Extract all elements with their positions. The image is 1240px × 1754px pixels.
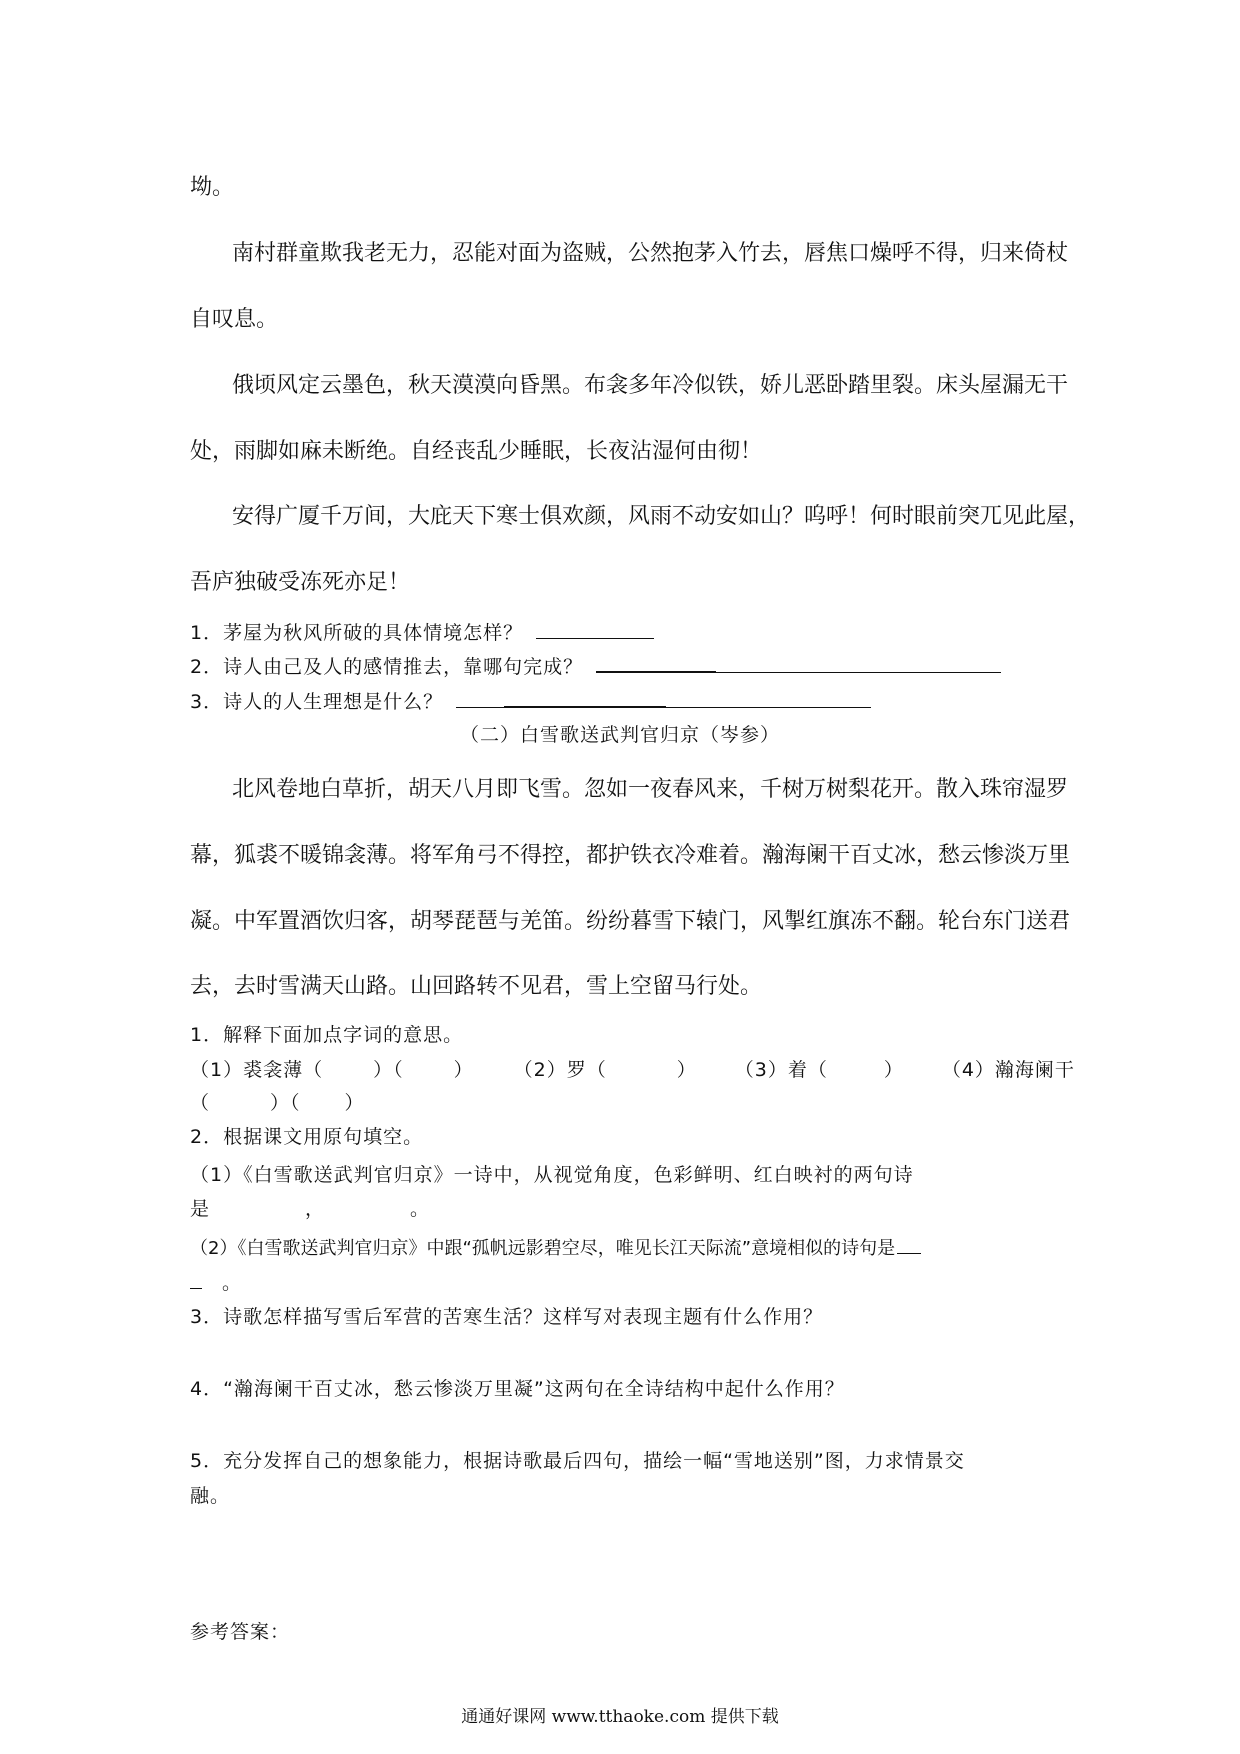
question1-2 bbox=[190, 652, 1001, 679]
question2-2-2 bbox=[190, 1234, 921, 1260]
answer-blank[interactable] bbox=[456, 706, 504, 708]
answer-blank[interactable] bbox=[716, 671, 1001, 673]
footer: 通通好课网 www.tthaoke.com 提供下载 bbox=[461, 1707, 779, 1727]
q2-2b-text: 。 bbox=[222, 1272, 243, 1294]
poem1-line-4: 俄顷风定云墨色，秋天漠漠向昏黑。布衾多年冷似铁，娇儿恶卧踏里裂。床头屋漏无干 bbox=[232, 373, 1069, 398]
poem1-line-1: 坳。 bbox=[190, 175, 235, 200]
question2-1-items bbox=[190, 1055, 1075, 1082]
question1-3-text: 3．诗人的人生理想是什么？ bbox=[190, 691, 444, 713]
item-4-open: （ bbox=[190, 1092, 211, 1114]
question2-5: 5．充分发挥自己的想象能力，根据诗歌最后四句，描绘一幅“雪地送别”图，力求情景交 bbox=[190, 1450, 965, 1472]
item-1-sep: ）（ bbox=[373, 1059, 404, 1081]
poem1-line-5: 处，雨脚如麻未断绝。自经丧乱少睡眠，长夜沾湿何由彻！ bbox=[190, 439, 763, 464]
item-1-label: （1）裘衾薄（ bbox=[190, 1059, 324, 1081]
poem2-line-3: 凝。中军置酒饮归客，胡琴琵琶与羌笛。纷纷暮雪下辕门，风掣红旗冻不翻。轮台东门送君 bbox=[190, 909, 1071, 934]
poem1-line-3: 自叹息。 bbox=[190, 307, 279, 332]
answer-blank[interactable] bbox=[897, 1252, 921, 1254]
answer-blank[interactable] bbox=[644, 705, 666, 708]
poem2-line-1: 北风卷地白草折，胡天八月即飞雪。忽如一夜春风来，千树万树梨花开。散入珠帘湿罗 bbox=[232, 777, 1069, 802]
question2-2: 2．根据课文用原句填空。 bbox=[190, 1126, 424, 1148]
question2-1: 1．解释下面加点字词的意思。 bbox=[190, 1024, 464, 1046]
section2-title: （二）白雪歌送武判官归京（岑参） bbox=[459, 724, 780, 746]
question2-5b: 融。 bbox=[190, 1485, 231, 1507]
question1-1-text: 1．茅屋为秋风所破的具体情境怎样？ bbox=[190, 622, 524, 644]
question1-3 bbox=[190, 687, 871, 714]
item-2-end: ） bbox=[676, 1059, 697, 1081]
item-4-label: （4）瀚海阑干 bbox=[941, 1059, 1075, 1081]
poem1-line-6: 安得广厦千万间，大庇天下寒士俱欢颜，风雨不动安如山？呜呼！何时眼前突兀见此屋， bbox=[232, 504, 1091, 529]
answers-label: 参考答案： bbox=[190, 1621, 291, 1643]
poem1-line-2: 南村群童欺我老无力，忍能对面为盗贼，公然抱茅入竹去，唇焦口燥呼不得，归来倚杖 bbox=[232, 241, 1069, 266]
item-2-label: （2）罗（ bbox=[513, 1059, 607, 1081]
question1-1 bbox=[190, 618, 654, 645]
item-1-end: ） bbox=[453, 1059, 474, 1081]
question2-1-items-cont bbox=[190, 1088, 365, 1115]
answer-blank[interactable] bbox=[666, 706, 871, 708]
q2-2-text: （2）《白雪歌送武判官归京》中跟“孤帆远影碧空尽，唯见长江天际流”意境相似的诗句是 bbox=[190, 1238, 896, 1259]
item-4-end: ） bbox=[344, 1092, 365, 1114]
item-3-label: （3）着（ bbox=[734, 1059, 828, 1081]
q2-1d-text: 。 bbox=[410, 1198, 431, 1220]
question2-3: 3．诗歌怎样描写雪后军营的苦寒生活？这样写对表现主题有什么作用？ bbox=[190, 1306, 824, 1328]
answer-blank[interactable] bbox=[190, 1287, 202, 1289]
item-4-sep: ）（ bbox=[270, 1092, 301, 1114]
question2-4: 4．“瀚海阑干百丈冰，愁云惨淡万里凝”这两句在全诗结构中起什么作用？ bbox=[190, 1378, 845, 1400]
poem2-line-4: 去，去时雪满天山路。山回路转不见君，雪上空留马行处。 bbox=[190, 974, 763, 999]
answer-blank[interactable] bbox=[536, 637, 654, 639]
item-3-end: ） bbox=[883, 1059, 904, 1081]
question2-2-1b bbox=[190, 1194, 430, 1221]
poem2-line-2: 幕，狐裘不暖锦衾薄。将军角弓不得控，都护铁衣冷难着。瀚海阑干百丈冰，愁云惨淡万里 bbox=[190, 843, 1071, 868]
answer-blank[interactable] bbox=[596, 670, 716, 673]
poem1-line-7: 吾庐独破受冻死亦足！ bbox=[190, 570, 411, 595]
question1-2-text: 2．诗人由己及人的感情推去，靠哪句完成？ bbox=[190, 656, 584, 678]
q2-1c-text: ， bbox=[305, 1198, 326, 1220]
answer-blank[interactable] bbox=[504, 705, 644, 708]
question2-2-2b bbox=[190, 1268, 242, 1295]
q2-1b-text: 是 bbox=[190, 1198, 211, 1220]
question2-2-1: （1）《白雪歌送武判官归京》一诗中，从视觉角度，色彩鲜明、红白映衬的两句诗 bbox=[190, 1164, 914, 1186]
